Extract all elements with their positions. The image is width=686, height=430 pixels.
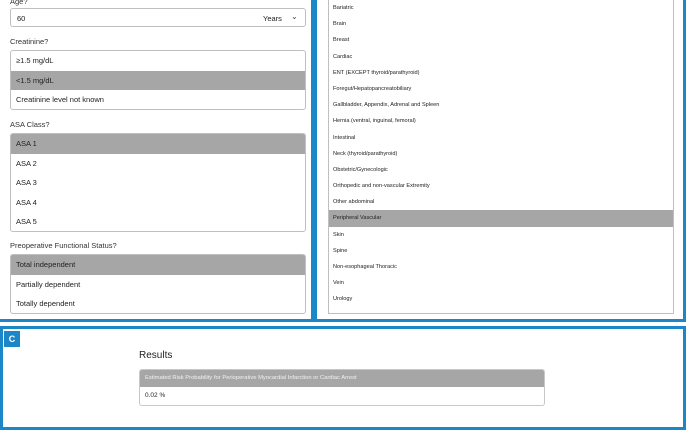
- asa-option[interactable]: ASA 4: [16, 197, 37, 207]
- age-label: Age?: [10, 0, 28, 6]
- site-option[interactable]: Obstetric/Gynecologic: [333, 166, 388, 173]
- results-box: [139, 369, 545, 406]
- asa-option-selected[interactable]: ASA 1: [11, 134, 305, 154]
- functional-status-list: [10, 254, 306, 314]
- site-option[interactable]: Neck (thyroid/parathyroid): [333, 150, 398, 157]
- creatinine-option[interactable]: Creatinine level not known: [16, 95, 104, 104]
- functional-status-option[interactable]: Totally dependent: [16, 299, 75, 308]
- site-option[interactable]: Spine: [333, 247, 348, 254]
- site-option[interactable]: Non-esophageal Thoracic: [333, 264, 397, 270]
- creatinine-option-selected[interactable]: <1.5 mg/dL: [11, 71, 305, 91]
- functional-status-option-selected[interactable]: Total independent: [11, 255, 305, 275]
- surgery-site-list: [328, 0, 674, 314]
- site-option[interactable]: Cardiac: [333, 53, 353, 60]
- asa-option[interactable]: ASA 5: [16, 217, 37, 226]
- site-option[interactable]: Brain: [333, 21, 347, 28]
- site-option[interactable]: Vein: [333, 280, 344, 287]
- asa-option[interactable]: ASA 2: [16, 158, 37, 168]
- site-option[interactable]: Gallbladder, Appendix, Adrenal and Spleen: [333, 102, 440, 109]
- age-input[interactable]: [10, 8, 306, 27]
- section-badge: C: [4, 331, 20, 347]
- site-option[interactable]: Hernia (ventral, inguinal, femoral): [333, 118, 416, 125]
- functional-status-label: Preoperative Functional Status?: [10, 241, 117, 250]
- age-value: 60: [17, 14, 26, 23]
- site-option[interactable]: Breast: [333, 37, 350, 44]
- asa-list: [10, 133, 306, 232]
- creatinine-label: Creatinine?: [10, 37, 49, 46]
- site-option[interactable]: Bariatric: [333, 5, 354, 11]
- asa-option[interactable]: ASA 3: [16, 178, 37, 187]
- chevron-down-icon[interactable]: ⌄: [291, 12, 298, 21]
- creatinine-option[interactable]: ≥1.5 mg/dL: [16, 56, 54, 65]
- site-option[interactable]: Foregut/Hepatopancreatobiliary: [333, 85, 412, 92]
- site-option[interactable]: ENT (EXCEPT thyroid/parathyroid): [333, 69, 420, 76]
- site-option[interactable]: Intestinal: [333, 134, 356, 141]
- site-option[interactable]: Skin: [333, 231, 344, 238]
- results-value: 0.02 %: [145, 392, 166, 399]
- age-unit-select[interactable]: Years: [263, 14, 282, 23]
- results-title: Results: [139, 350, 173, 361]
- site-option-selected[interactable]: Peripheral Vascular: [329, 210, 673, 226]
- left-panel: [0, 0, 314, 322]
- site-option[interactable]: Other abdominal: [333, 199, 375, 206]
- results-header: Estimated Risk Probability for Perioperative Myocardial Infarction or Cardiac Arrest: [140, 370, 544, 387]
- site-option[interactable]: Orthopedic and non-vascular Extremity: [333, 183, 430, 190]
- functional-status-option[interactable]: Partially dependent: [16, 279, 81, 289]
- site-option[interactable]: Urology: [333, 296, 353, 303]
- asa-label: ASA Class?: [10, 120, 50, 129]
- creatinine-list: [10, 50, 306, 110]
